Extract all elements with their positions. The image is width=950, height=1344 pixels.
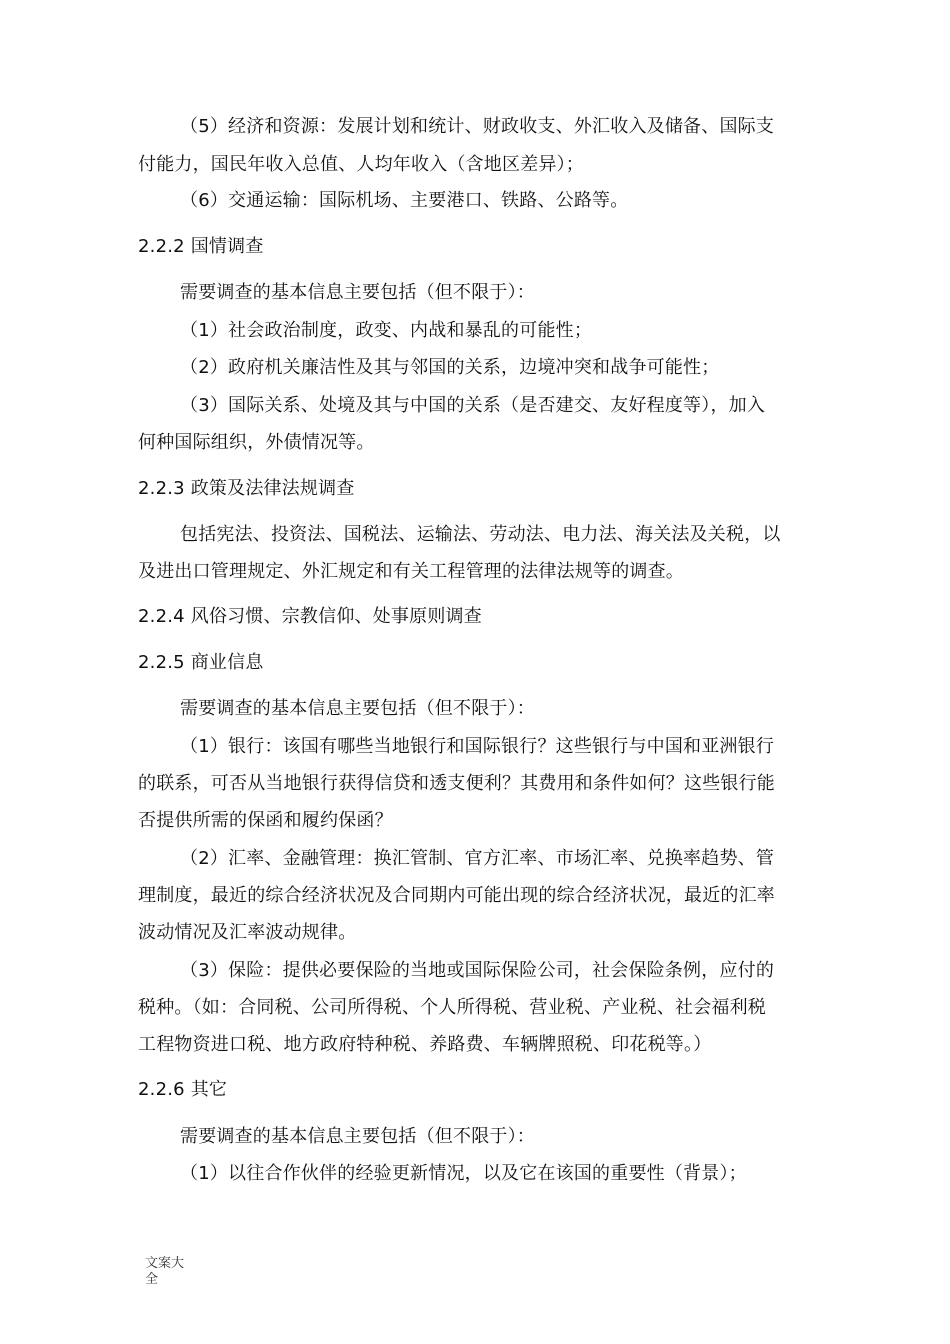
section-heading: 2.2.3 政策及法律法规调查	[138, 478, 355, 499]
paragraph-line: （1）社会政治制度，政变、内战和暴乱的可能性；	[180, 320, 593, 341]
footer-text: 全	[145, 1272, 159, 1287]
paragraph-line: （2）政府机关廉洁性及其与邻国的关系，边境冲突和战争可能性；	[180, 357, 720, 378]
paragraph-line: 包括宪法、投资法、国税法、运输法、劳动法、电力法、海关法及关税，以	[180, 524, 781, 545]
paragraph-line: （1）银行：该国有哪些当地银行和国际银行？这些银行与中国和亚洲银行	[180, 736, 775, 757]
paragraph-line: 及进出口管理规定、外汇规定和有关工程管理的法律法规等的调查。	[138, 561, 684, 582]
paragraph-line: 何种国际组织，外债情况等。	[138, 432, 375, 453]
paragraph-line: （3）保险：提供必要保险的当地或国际保险公司，社会保险条例，应付的	[180, 960, 775, 981]
paragraph-line: （2）汇率、金融管理：换汇管制、官方汇率、市场汇率、兑换率趋势、管	[180, 848, 775, 869]
paragraph-line: 否提供所需的保函和履约保函？	[138, 810, 393, 831]
paragraph-line: 需要调查的基本信息主要包括（但不限于）：	[180, 282, 535, 303]
paragraph-line: 付能力，国民年收入总值、人均年收入（含地区差异）；	[138, 154, 584, 175]
paragraph-line: （5）经济和资源：发展计划和统计、财政收支、外汇收入及储备、国际支	[180, 116, 775, 137]
paragraph-line: （1）以往合作伙伴的经验更新情况，以及它在该国的重要性（背景）；	[180, 1163, 747, 1184]
paragraph-line: 工程物资进口税、地方政府特种税、养路费、车辆牌照税、印花税等。）	[138, 1034, 712, 1055]
section-heading: 2.2.4 风俗习惯、宗教信仰、处事原则调查	[138, 606, 482, 627]
paragraph-line: 的联系，可否从当地银行获得信贷和透支便利？其费用和条件如何？这些银行能	[138, 773, 775, 794]
paragraph-line: 理制度，最近的综合经济状况及合同期内可能出现的综合经济状况，最近的汇率	[138, 885, 775, 906]
paragraph-line: （6）交通运输：国际机场、主要港口、铁路、公路等。	[180, 190, 629, 211]
section-heading: 2.2.2 国情调查	[138, 236, 264, 257]
paragraph-line: （3）国际关系、处境及其与中国的关系（是否建交、友好程度等），加入	[180, 395, 766, 416]
footer-text: 文案大	[145, 1256, 185, 1271]
paragraph-line: 需要调查的基本信息主要包括（但不限于）：	[180, 698, 535, 719]
paragraph-line: 需要调查的基本信息主要包括（但不限于）：	[180, 1126, 535, 1147]
paragraph-line: 税种。（如：合同税、公司所得税、个人所得税、营业税、产业税、社会福利税	[138, 997, 766, 1018]
section-heading: 2.2.6 其它	[138, 1079, 228, 1100]
paragraph-line: 波动情况及汇率波动规律。	[138, 922, 357, 943]
section-heading: 2.2.5 商业信息	[138, 652, 264, 673]
